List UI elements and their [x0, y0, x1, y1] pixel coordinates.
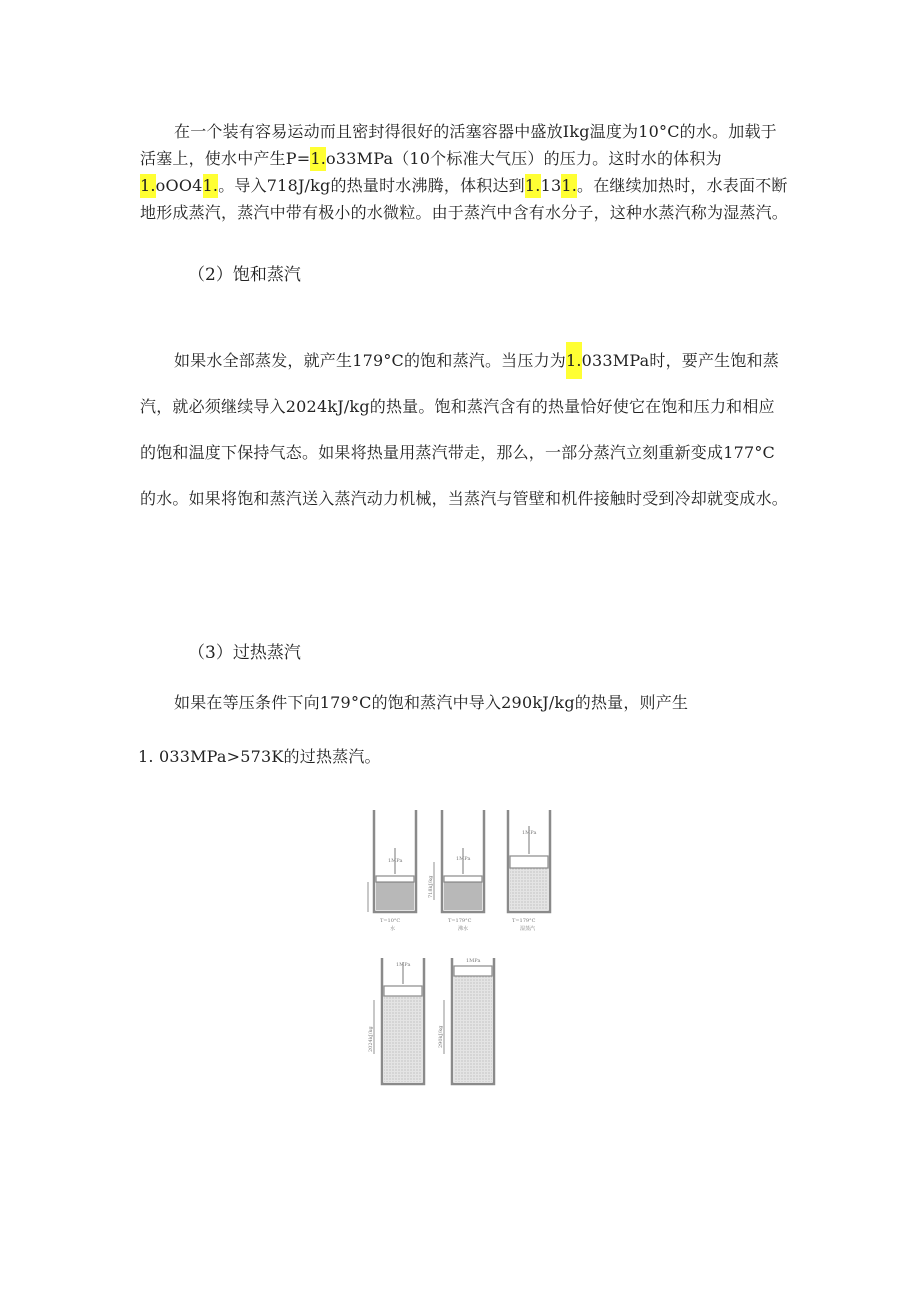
text-run: 。导入718J/kg的热量时水沸腾，体积达到	[218, 176, 525, 195]
text-run: o33MPa（10个标准大气压）的压力。这时水的体积为	[326, 149, 722, 168]
piston-cylinder-figure	[362, 790, 562, 1090]
text-run: 在一个装有容易运动而且密封得很好的活塞容器中盛放Ikg温度为10°C的水。加载于活塞上，使水中产生P=	[140, 122, 777, 168]
pressure-label: 1MPa	[456, 856, 471, 862]
heat-label: 290kJ/kg	[438, 1025, 444, 1048]
text-run: 033MPa时，要产生饱和蒸汽，就必须继续导入2024kJ/kg的热量。饱和蒸汽含有的热量恰好使它在饱和压力和相应的饱和温度下保持气态。如果将热量用蒸汽带走，那么，一部分蒸汽立刻重新变成177°C的水。如果将饱和蒸汽送入蒸汽动力机械，当蒸汽与管壁和机件接触时受到冷却就变成水。	[140, 351, 789, 508]
paragraph-wet-steam	[140, 118, 788, 226]
caption-state: 水	[390, 926, 396, 932]
highlight: 1.	[310, 147, 326, 171]
text-run: oOO4	[155, 176, 203, 195]
highlight: 1.	[561, 174, 577, 198]
pressure-label: 1MPa	[396, 962, 411, 968]
pressure-label: 1MPa	[522, 830, 537, 836]
heat-label: 2024kJ/kg	[368, 1026, 374, 1052]
cylinder-boiling-water	[428, 810, 484, 912]
text-run: 如果水全部蒸发，就产生179°C的饱和蒸汽。当压力为	[174, 351, 566, 370]
heat-label: 718kJ/kg	[428, 875, 434, 898]
heading-superheated-steam: （3）过热蒸汽	[188, 643, 301, 663]
caption-state: 沸水	[458, 926, 469, 932]
highlight: 1.	[566, 342, 582, 379]
caption-temp: T=10°C	[380, 918, 401, 924]
paragraph-saturated-steam	[140, 338, 788, 522]
paragraph-superheated-line2: 1. 033MPa>573K的过热蒸汽。	[138, 747, 381, 766]
highlight: 1.	[203, 174, 219, 198]
text-run: 。在继续加热时，水表面不断地形成蒸汽，蒸汽中带有极小的水微粒。由于蒸汽中含有水分子，这种水蒸汽称为湿蒸汽。	[140, 176, 789, 222]
highlight: 1.	[140, 174, 156, 198]
caption-temp: T=179°C	[512, 918, 536, 924]
cylinder-saturated-steam	[368, 958, 424, 1084]
caption-temp: T=179°C	[448, 918, 472, 924]
highlight: 1.	[525, 174, 541, 198]
cylinder-superheated-steam	[438, 958, 494, 1084]
caption-state: 湿蒸汽	[520, 926, 536, 932]
heading-saturated-steam: （2）饱和蒸汽	[188, 265, 301, 285]
pressure-label: 1MPa	[388, 858, 403, 864]
text-run: 13	[540, 176, 562, 195]
cylinder-wet-steam	[508, 810, 550, 912]
cylinder-water	[368, 810, 416, 912]
pressure-label: 1MPa	[466, 958, 481, 964]
paragraph-superheated-line1: 如果在等压条件下向179°C的饱和蒸汽中导入290kJ/kg的热量，则产生	[174, 693, 689, 712]
